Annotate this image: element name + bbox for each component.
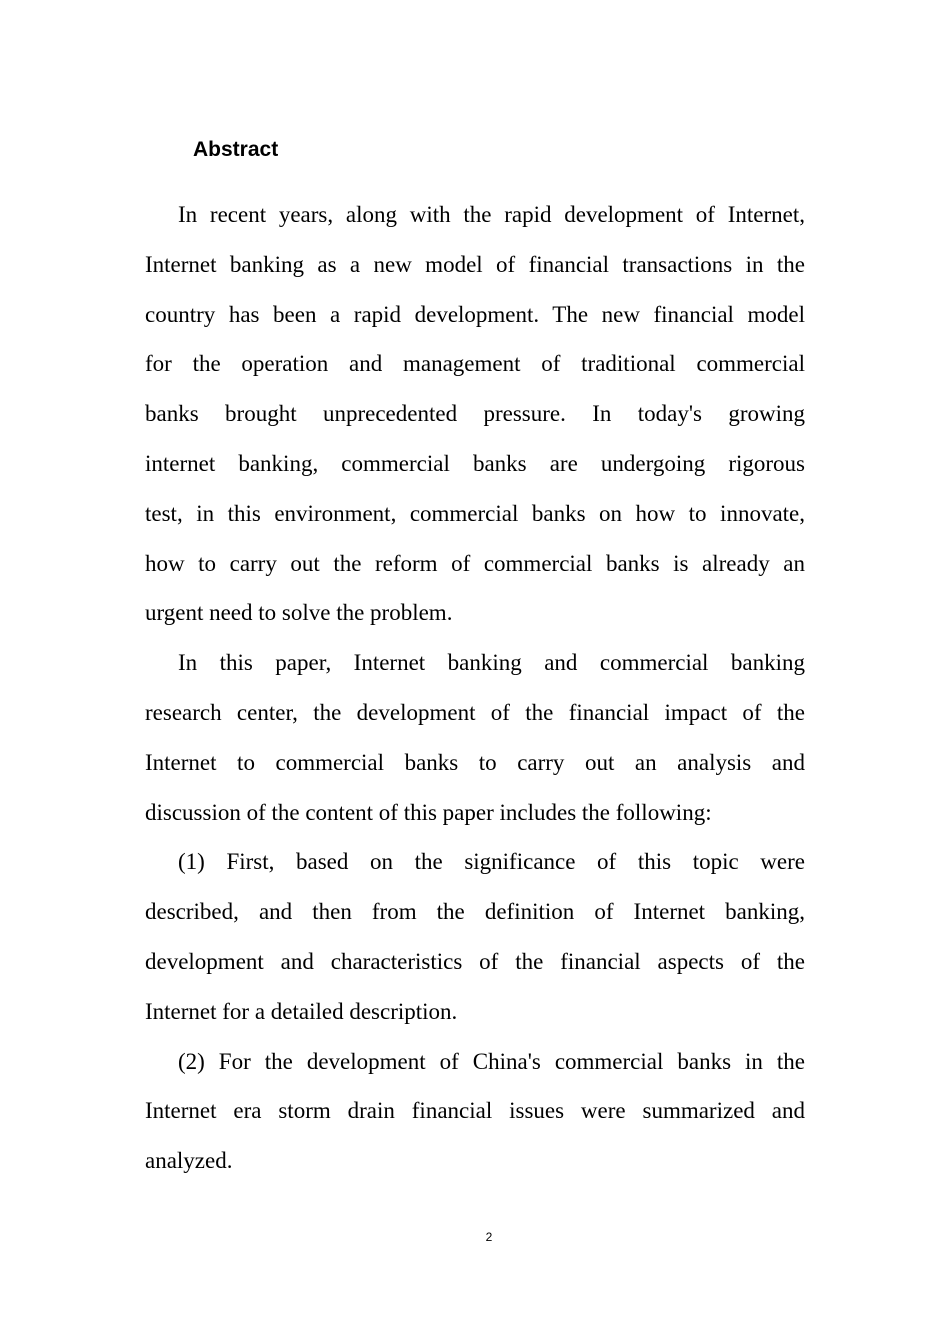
- text-line: how to carry out the reform of commercial banks is already an: [145, 550, 805, 576]
- text-line: discussion of the content of this paper includes the following:: [145, 799, 712, 825]
- text-line: Internet era storm drain financial issues were summarized and: [145, 1098, 805, 1124]
- paragraph: [145, 1037, 805, 1186]
- text-line: In recent years, along with the rapid development of Internet,: [178, 202, 805, 227]
- text-line: analyzed.: [145, 1148, 233, 1174]
- abstract-heading: Abstract: [193, 138, 279, 161]
- text-line: Internet banking as a new model of financial transactions in the: [145, 251, 805, 277]
- text-line: country has been a rapid development. The new financial model: [145, 301, 805, 327]
- text-line: development and characteristics of the financial aspects of the: [145, 948, 805, 974]
- paragraph: [145, 638, 805, 837]
- text-line: described, and then from the definition of Internet banking,: [145, 899, 805, 925]
- text-line: In this paper, Internet banking and commercial banking: [178, 650, 805, 676]
- text-line: banks brought unprecedented pressure. In today's growing: [145, 401, 805, 427]
- text-line: Internet for a detailed description.: [145, 998, 458, 1024]
- text-line: internet banking, commercial banks are undergoing rigorous: [145, 450, 805, 476]
- text-line: urgent need to solve the problem.: [145, 600, 453, 626]
- page-number: 2: [485, 1230, 493, 1244]
- text-line: (2) For the development of China's commercial banks in the: [178, 1048, 805, 1074]
- paragraph: [145, 190, 805, 638]
- text-line: for the operation and management of traditional commercial: [145, 351, 805, 377]
- abstract-body: [145, 190, 805, 1186]
- text-line: Internet to commercial banks to carry out an analysis and: [145, 749, 805, 775]
- paragraph: [145, 837, 805, 1036]
- text-line: (1) First, based on the significance of this topic were: [178, 849, 805, 875]
- text-line: test, in this environment, commercial banks on how to innovate,: [145, 500, 805, 526]
- text-line: research center, the development of the financial impact of the: [145, 699, 805, 725]
